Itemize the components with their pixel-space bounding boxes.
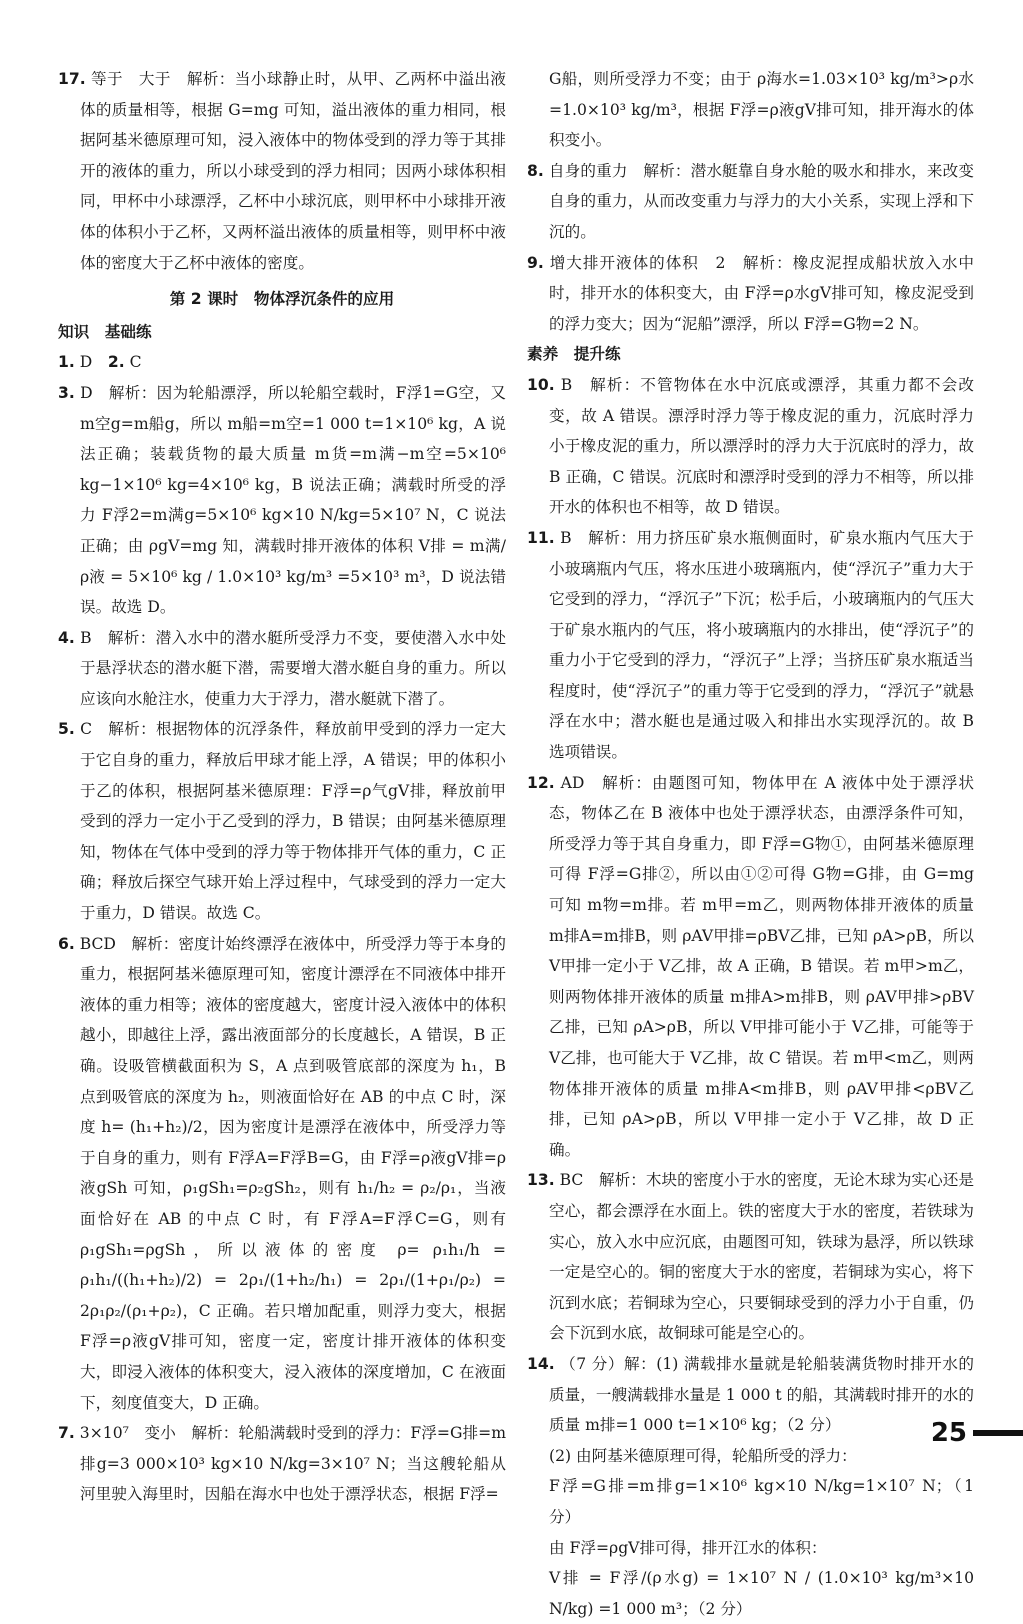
answer-paragraph	[527, 1441, 974, 1472]
answer-paragraph	[527, 1349, 974, 1441]
answer-text: BC 解析：木块的密度小于水的密度，无论木球为实心还是空心，都会漂浮在水面上。铁的密度大于水的密度，若铁球为实心，放入水中应沉底，由题图可知，铁球为悬浮，所以铁球一定是空心的。铜的密度大于水的密度，若铜球为实心，将下沉到水底；若铜球为空心，只要铜球受到的浮力小于自重，仍会下沉到水底，故铜球可能是空心的。	[549, 1171, 974, 1343]
answer-text: 第 2 课时 物体浮沉条件的应用	[169, 290, 395, 309]
formula-line	[527, 1563, 974, 1624]
question-number: 10.	[527, 375, 555, 394]
answer-paragraph	[58, 64, 506, 278]
answer-text: V排 = F浮/(ρ水g) = 1×10⁷ N / (1.0×10³ kg/m³×10 N/kg) =1 000 m³；（2 分）	[549, 1569, 974, 1618]
answer-text: D 解析：因为轮船漂浮，所以轮船空载时，F浮1=G空，又 m空g=m船g，所以 m船=m空=1 000 t=1×10⁶ kg，A 说法正确；装载货物的最大质量 m货=m满−m空=5×10⁶ kg−1×10⁶ kg=4×10⁶ kg，B 说法正确；满载时所受的浮力 F浮2=m满g=5×10⁶ kg×10 N/kg=5×10⁷ N，C 说法正确；由 ρgV=mg 知，满载时排开液体的体积 V排 = m满/ρ液 = 5×10⁶ kg / 1.0×10³ kg/m³ =5×10³ m³，D 说法错误。故选 D。	[74, 383, 506, 617]
answer-text: F浮=G排=m排g=1×10⁶ kg×10 N/kg=1×10⁷ N；（1 分）	[549, 1477, 974, 1526]
question-number: 9.	[527, 253, 544, 272]
question-number: 3.	[58, 383, 75, 402]
answer-paragraph	[527, 523, 974, 768]
right-column	[527, 64, 974, 1624]
left-column	[58, 64, 506, 1510]
answer-text: （7 分）解：(1) 满载排水量就是轮船装满货物时排开水的质量，一艘满载排水量是 1 000 t 的船，其满载时排开的水的质量 m排=1 000 t=1×10⁶ kg；（2 分）	[549, 1354, 974, 1435]
answer-paragraph	[527, 1533, 974, 1564]
answer-paragraph	[58, 714, 506, 928]
answer-paragraph	[527, 64, 974, 156]
answer-text: G船，则所受浮力不变；由于 ρ海水=1.03×10³ kg/m³>ρ水=1.0×10³ kg/m³，根据 F浮=ρ液gV排可知，排开海水的体积变小。	[549, 70, 974, 150]
question-number: 11.	[527, 528, 555, 547]
answer-paragraph	[58, 929, 506, 1419]
page-number-bar	[973, 1430, 1023, 1436]
answer-text: 自身的重力 解析：潜水艇靠自身水舱的吸水和排水，来改变自身的重力，从而改变重力与浮力的大小关系，实现上浮和下沉的。	[543, 161, 974, 241]
answer-paragraph	[58, 623, 506, 715]
answer-text: 素养 提升练	[527, 345, 621, 364]
answer-text: AD 解析：由题图可知，物体甲在 A 液体中处于漂浮状态，物体乙在 B 液体中也处于漂浮状态，由漂浮条件可知，所受浮力等于其自身重力，即 F浮=G物①，由阿基米德原理可得 F浮=G排②，所以由①②可得 G物=G排，由 G=mg 可知 m物=m排。若 m甲=m乙，则两物体排开液体的质量 m排A=m排B，则 ρAV甲排=ρBV乙排，已知 ρA>ρB，所以 V甲排一定小于 V乙排，故 A 正确，B 错误。若 m甲>m乙，则两物体排开液体的质量 m排A>m排B，则 ρAV甲排>ρBV乙排，已知 ρA>ρB，所以 V甲排可能小于 V乙排，可能等于 V乙排，也可能大于 V乙排，故 C 错误。若 m甲<m乙，则两物体排开液体的质量 m排A<m排B，则 ρAV甲排<ρBV乙排，已知 ρA>ρB，所以 V甲排一定小于 V乙排，故 D 正确。	[549, 773, 974, 1159]
question-number: 7.	[58, 1424, 75, 1443]
question-number: 8.	[527, 161, 544, 180]
answer-paragraph	[527, 1165, 974, 1349]
answer-paragraph	[58, 378, 506, 623]
answer-text: C	[124, 353, 142, 372]
answer-paragraph	[58, 347, 506, 378]
question-number: 5.	[58, 720, 75, 739]
answer-text: 知识 基础练	[58, 322, 152, 341]
answer-paragraph	[527, 768, 974, 1166]
answer-text: C 解析：根据物体的沉浮条件，释放前甲受到的浮力一定大于它自身的重力，释放后甲球才能上浮，A 错误；甲的体积小于乙的体积，根据阿基米德原理：F浮=ρ气gV排，释放前甲受到的浮力一定小于乙受到的浮力，B 错误；由阿基米德原理知，物体在气体中受到的浮力等于物体排开气体的重力，C 正确；释放后探空气球开始上浮过程中，气球受到的浮力一定大于重力，D 错误。故选 C。	[74, 720, 506, 923]
question-number: 1.	[58, 353, 75, 372]
formula-line	[527, 1471, 974, 1532]
answer-text: 3×10⁷ 变小 解析：轮船满载时受到的浮力：F浮=G排=m排g=3 000×10³ kg×10 N/kg=3×10⁷ N；当这艘轮船从河里驶入海里时，因船在海水中也处于漂浮状态，根据 F浮=	[74, 1424, 506, 1504]
lesson-title	[58, 284, 506, 315]
answer-paragraph	[58, 1418, 506, 1510]
question-number: 14.	[527, 1354, 555, 1373]
question-number: 13.	[527, 1171, 555, 1190]
answer-paragraph	[527, 370, 974, 523]
section-heading	[58, 317, 506, 348]
question-number: 17.	[58, 70, 86, 88]
question-number: 4.	[58, 628, 75, 647]
answer-text: 等于 大于 解析：当小球静止时，从甲、乙两杯中溢出液体的质量相等，根据 G=mg 可知，溢出液体的重力相同，根据阿基米德原理可知，浸入液体中的物体受到的浮力等于其排开的液体的重力，所以小球受到的浮力相同；因两小球体积相同，甲杯中小球漂浮，乙杯中小球沉底，则甲杯中小球排开液体的体积小于乙杯，又两杯溢出液体的质量相等，则甲杯中液体的密度大于乙杯中液体的密度。	[80, 70, 506, 272]
question-number: 2.	[107, 353, 125, 372]
answer-paragraph	[527, 156, 974, 248]
answer-text: B 解析：用力挤压矿泉水瓶侧面时，矿泉水瓶内气压大于小玻璃瓶内气压，将水压进小玻璃瓶内，使“浮沉子”重力大于它受到的浮力，“浮沉子”下沉；松手后，小玻璃瓶内的气压大于矿泉水瓶内的气压，将小玻璃瓶内的水排出，使“浮沉子”的重力小于它受到的浮力，“浮沉子”上浮；当挤压矿泉水瓶适当程度时，使“浮沉子”的重力等于它受到的浮力，“浮沉子”就悬浮在水中；潜水艇也是通过吸入和排出水实现浮沉的。故 B 选项错误。	[549, 528, 974, 762]
answer-text: D	[74, 353, 108, 372]
question-number: 12.	[527, 773, 555, 792]
answer-text: 由 F浮=ρgV排可得，排开江水的体积：	[549, 1538, 827, 1557]
answer-text: (2) 由阿基米德原理可得，轮船所受的浮力：	[549, 1446, 857, 1465]
answer-text: 增大排开液体的体积 2 解析：橡皮泥捏成船状放入水中时，排开水的体积变大，由 F浮=ρ水gV排可知，橡皮泥受到的浮力变大；因为“泥船”漂浮，所以 F浮=G物=2 N。	[543, 253, 974, 333]
section-heading	[527, 339, 974, 370]
answer-text: B 解析：不管物体在水中沉底或漂浮，其重力都不会改变，故 A 错误。漂浮时浮力等于橡皮泥的重力，沉底时浮力小于橡皮泥的重力，所以漂浮时的浮力大于沉底时的浮力，故 B 正确，C 错误。沉底时和漂浮时受到的浮力不相等，所以排开水的体积也不相等，故 D 错误。	[549, 375, 974, 517]
page-number: 25	[930, 1418, 967, 1448]
question-number: 6.	[58, 934, 75, 953]
answer-text: BCD 解析：密度计始终漂浮在液体中，所受浮力等于本身的重力，根据阿基米德原理可知，密度计漂浮在不同液体中排开液体的重力相等；液体的密度越大，密度计浸入液体中的体积越小，即越往上浮，露出液面部分的长度越长，A 错误，B 正确。设吸管横截面积为 S，A 点到吸管底部的深度为 h₁，B 点到吸管底的深度为 h₂，则液面恰好在 AB 的中点 C 时，深度 h= (h₁+h₂)/2，因为密度计是漂浮在液体中，所受浮力等于自身的重力，则有 F浮A=F浮B=G，由 F浮=ρ液gV排=ρ液gSh 可知，ρ₁gSh₁=ρ₂gSh₂，则有 h₁/h₂ = ρ₂/ρ₁，当液面恰好在 AB 的中点 C 时，有 F浮A=F浮C=G，则有 ρ₁gSh₁=ρgSh，所以液体的密度 ρ= ρ₁h₁/h = ρ₁h₁/((h₁+h₂)/2) = 2ρ₁/(1+h₂/h₁) = 2ρ₁/(1+ρ₁/ρ₂) = 2ρ₁ρ₂/(ρ₁+ρ₂)，C 正确。若只增加配重，则浮力变大，根据 F浮=ρ液gV排可知，密度一定，密度计排开液体的体积变大，即浸入液体的体积变大，浸入液体的深度增加，C 在液面下，刻度值变大，D 正确。	[74, 934, 506, 1412]
answer-text: B 解析：潜入水中的潜水艇所受浮力不变，要使潜入水中处于悬浮状态的潜水艇下潜，需要增大潜水艇自身的重力。所以应该向水舱注水，使重力大于浮力，潜水艇就下潜了。	[74, 628, 506, 708]
answer-paragraph	[527, 248, 974, 340]
